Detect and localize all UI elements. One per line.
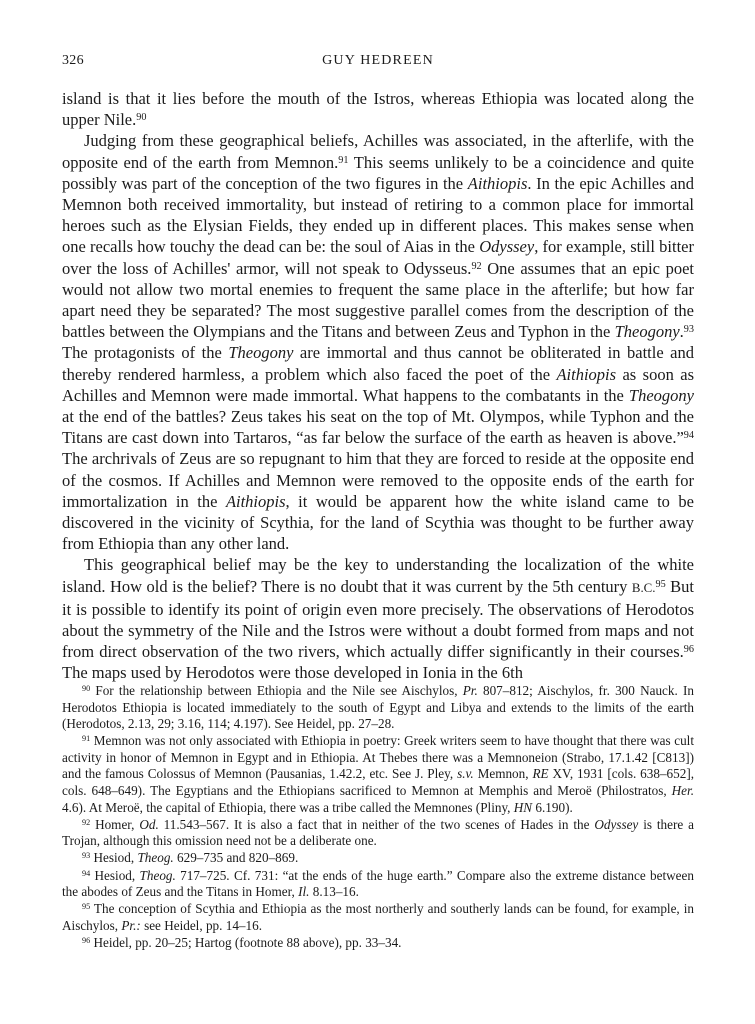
text-run: 4.6). At Meroë, the capital of Ethiopia, there was a tribe called the Memnones (Pliny, xyxy=(62,799,514,815)
text-run: The archrivals of Zeus are so repugnant to him that they are forced to reside at the opposite end of the cosmos. If Achilles and Memnon were removed to the opposite ends of the earth for immortalization in the xyxy=(62,449,694,511)
text-run: Heidel, pp. 20–25; Hartog (footnote 88 above), pp. 33–34. xyxy=(90,934,402,950)
paragraph xyxy=(62,88,694,130)
footnote-marker: 93 xyxy=(82,851,91,861)
footnote-marker: 96 xyxy=(82,935,91,945)
italic-title: Il. xyxy=(298,884,310,900)
text-run: see Heidel, pp. 14–16. xyxy=(140,917,262,933)
text-run: XV, 1931 [cols. 638–652], cols. 648–649). The Egyptians and the Ethiopians sacrificed to Memnon at Memphis and Meroë (Philostratos, xyxy=(62,766,695,799)
text-run: 8.13–16. xyxy=(309,884,359,900)
text-run: This seems unlikely to be a coincidence and quite possibly was part of the conception of the two figures in the xyxy=(62,152,694,193)
footnote-marker: 96 xyxy=(683,644,694,656)
footnote-marker: 91 xyxy=(82,734,91,744)
italic-title: Theogony xyxy=(628,385,694,405)
italic-title: Aithiopis xyxy=(225,491,286,511)
text-run: But it is possible to identify its point of origin even more precisely. The observations of Herodotos about the symmetry of the Nile and the Istros were without a doubt formed from maps and not from direct observation of the two rivers, which actually differ significantly in their courses. xyxy=(62,576,694,662)
text-run: For the relationship between Ethiopia and the Nile see Aischylos, xyxy=(90,683,463,698)
italic-title: Aithiopis xyxy=(467,173,528,193)
text-run: Hesiod, xyxy=(90,867,140,883)
footnote-marker: 90 xyxy=(82,683,91,693)
italic-title: Odyssey xyxy=(594,816,639,832)
page-number: 326 xyxy=(62,53,84,68)
footnote-marker: 92 xyxy=(471,260,482,272)
text-run: Homer, xyxy=(90,816,140,832)
text-run: 629–735 and 820–869. xyxy=(173,850,299,866)
footnote xyxy=(62,850,694,867)
text-run: The maps used by Herodotos were those developed in Ionia in the 6th xyxy=(62,663,523,683)
paragraph xyxy=(62,554,694,683)
footnote-marker: 94 xyxy=(683,430,694,442)
footnote xyxy=(62,817,694,850)
text-run: island is that it lies before the mouth of the Istros, whereas Ethiopia was located along the upper Nile. xyxy=(62,89,694,130)
text-run: at the end of the battles? Zeus takes his seat on the top of Mt. Olympos, while Typhon and the Titans are cast down into Tartaros, “as far below the surface of the earth as heaven is above.” xyxy=(62,407,694,448)
footnote-marker: 92 xyxy=(82,817,91,827)
footnote xyxy=(62,935,694,952)
text-run: as soon as Achilles and Memnon were made immortal. What happens to the combatants in the xyxy=(62,364,694,405)
italic-title: Odyssey xyxy=(479,237,535,257)
text-run: . xyxy=(679,322,684,342)
text-run: Hesiod, xyxy=(90,850,138,866)
text-run: The conception of Scythia and Ethiopia as the most northerly and southerly lands can be found, for example, in Aischylos, xyxy=(62,901,694,933)
page-header xyxy=(62,53,694,73)
text-run: 11.543–567. It is also a fact that in neither of the two scenes of Hades in the xyxy=(158,816,595,832)
italic-title: Pr.: xyxy=(121,917,141,933)
italic-title: RE xyxy=(532,766,549,782)
footnote-marker: 90 xyxy=(136,112,147,124)
running-head: GUY HEDREEN xyxy=(322,53,434,68)
text-run: 807–812; Aischylos, fr. 300 Nauck. In Herodotos Ethiopia is located immediately to the south of Egypt and Libya and extends to the limits of the earth (Herodotos, 2.13, 29; 3.16, 114; 4.197). See Heidel, pp. 27–28. xyxy=(62,683,694,732)
footnote-marker: 94 xyxy=(82,868,91,878)
footnote-marker: 95 xyxy=(82,902,91,912)
text-run: The protagonists of the xyxy=(62,343,229,363)
footnote xyxy=(62,683,694,733)
text-run: 6.190). xyxy=(532,799,573,815)
footnote-marker: 91 xyxy=(338,154,349,166)
small-caps-abbr: B.C. xyxy=(631,580,656,595)
text-run: , it would be apparent how the white island came to be discovered in the vicinity of Scythia, for the land of Scythia was thought to be further away from Ethiopia than any other land. xyxy=(62,491,694,554)
footnotes xyxy=(62,683,694,952)
footnote xyxy=(62,901,694,934)
footnote-marker: 95 xyxy=(655,578,666,590)
italic-title: Aithiopis xyxy=(556,364,617,384)
text-run: , for example, still bitter over the loss of Achilles' armor, will not speak to Odysseus. xyxy=(62,237,694,278)
text-run: One assumes that an epic poet would not allow two mortal enemies to frequent the same place in the afterlife; but how far apart need they be separated? The most suggestive parallel comes from the description of the battles between the Olympians and the Titans and between Zeus and Typhon in the xyxy=(62,258,694,342)
italic-title: HN xyxy=(513,799,533,815)
italic-title: Theogony xyxy=(614,322,680,342)
italic-title: Theog. xyxy=(139,867,176,883)
text-run: Memnon was not only associated with Ethiopia in poetry: Greek writers seem to have thought that there was cult activity in honor of Memnon in Egypt and in Ethiopia. At Thebes there was a Memnoneion (Strabo, 17.1.42 [C813]) and the famous Colossus of Memnon (Pausanias, 1.42.2, etc. See J. Pley, xyxy=(62,733,694,782)
italic-title: Pr. xyxy=(462,683,478,698)
text-run: . In the epic Achilles and Memnon both received immortality, but instead of retiring to a common place for immortal heroes such as the Elysian Fields, they ended up in different places. This makes sense when one recalls how touchy the dead can be: the soul of Aias in the xyxy=(62,173,694,257)
italic-title: Her. xyxy=(671,783,694,799)
text-run: are immortal and thus cannot be obliterated in battle and thereby rendered harmless, a problem which also faced the poet of the xyxy=(62,343,694,384)
text-run: 717–725. Cf. 731: “at the ends of the huge earth.” Compare also the extreme distance between the abodes of Zeus and the Titans in Homer, xyxy=(62,867,694,900)
paragraph xyxy=(62,130,694,554)
italic-title: Theogony xyxy=(228,343,294,363)
text-run: is there a Trojan, although this omission need not be a deliberate one. xyxy=(62,816,694,849)
text-run: This geographical belief may be the key to understanding the localization of the white island. How old is the belief? There is no doubt that it was current by the 5th century xyxy=(62,555,694,596)
italic-title: s.v. xyxy=(457,766,474,782)
italic-title: Theog. xyxy=(137,850,174,866)
text-run: Memnon, xyxy=(473,766,533,782)
footnote xyxy=(62,868,694,901)
footnote-marker: 93 xyxy=(683,324,694,336)
text-run: Judging from these geographical beliefs, Achilles was associated, in the afterlife, with the opposite end of the earth from Memnon. xyxy=(62,131,694,172)
italic-title: Od. xyxy=(139,816,159,832)
body-text xyxy=(62,88,694,684)
footnote xyxy=(62,733,694,816)
